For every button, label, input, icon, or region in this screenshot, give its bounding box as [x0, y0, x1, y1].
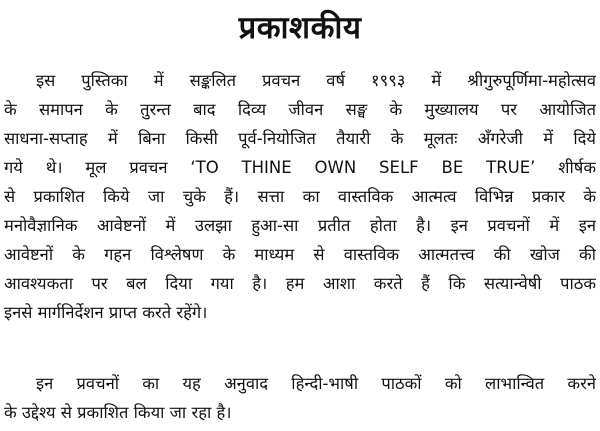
paragraph-line: से प्रकाशित किये जा चुके हैं। सत्ता का वास्तविक आत्मत्व विभिन्न प्रकार के	[4, 187, 596, 206]
paragraph-line: मनोवैज्ञानिक आवेष्टनों में उलझा हुआ-सा प्रतीत होता है। इन प्रवचनों में इन	[4, 216, 596, 235]
paragraph-line: के उद्देश्य से प्रकाशित किया जा रहा है।	[4, 403, 232, 422]
paragraph-line: इस पुस्तिका में सङ्कलित प्रवचन वर्ष १९९३ में श्रीगुरुपूर्णिमा-महोत्सव	[36, 71, 596, 90]
paragraph-1	[4, 66, 596, 327]
paragraph-line: गये थे। मूल प्रवचन ‘TO THINE OWN SELF BE TRUE’ शीर्षक	[4, 158, 596, 177]
paragraph-line: आवश्यकता पर बल दिया गया है। हम आशा करते हैं कि सत्यान्वेषी पाठक	[4, 274, 596, 293]
paragraph-line: साधना-सप्ताह में बिना किसी पूर्व-नियोजित तैयारी के मूलतः अँगरेजी में दिये	[4, 129, 596, 148]
paragraph-2	[4, 369, 596, 427]
paragraph-line: के समापन के तुरन्त बाद दिव्य जीवन सङ्घ के मुख्यालय पर आयोजित	[4, 100, 596, 119]
paragraph-line: इनसे मार्गनिर्देशन प्राप्त करते रहेंगे।	[4, 303, 208, 322]
paragraph-line: आवेष्टनों के गहन विश्लेषण के माध्यम से वास्तविक आत्मतत्त्व की खोज की	[4, 245, 596, 264]
page-title: प्रकाशकीय	[238, 10, 362, 46]
paragraph-line: इन प्रवचनों का यह अनुवाद हिन्दी-भाषी पाठकों को लाभान्वित करने	[36, 374, 596, 393]
